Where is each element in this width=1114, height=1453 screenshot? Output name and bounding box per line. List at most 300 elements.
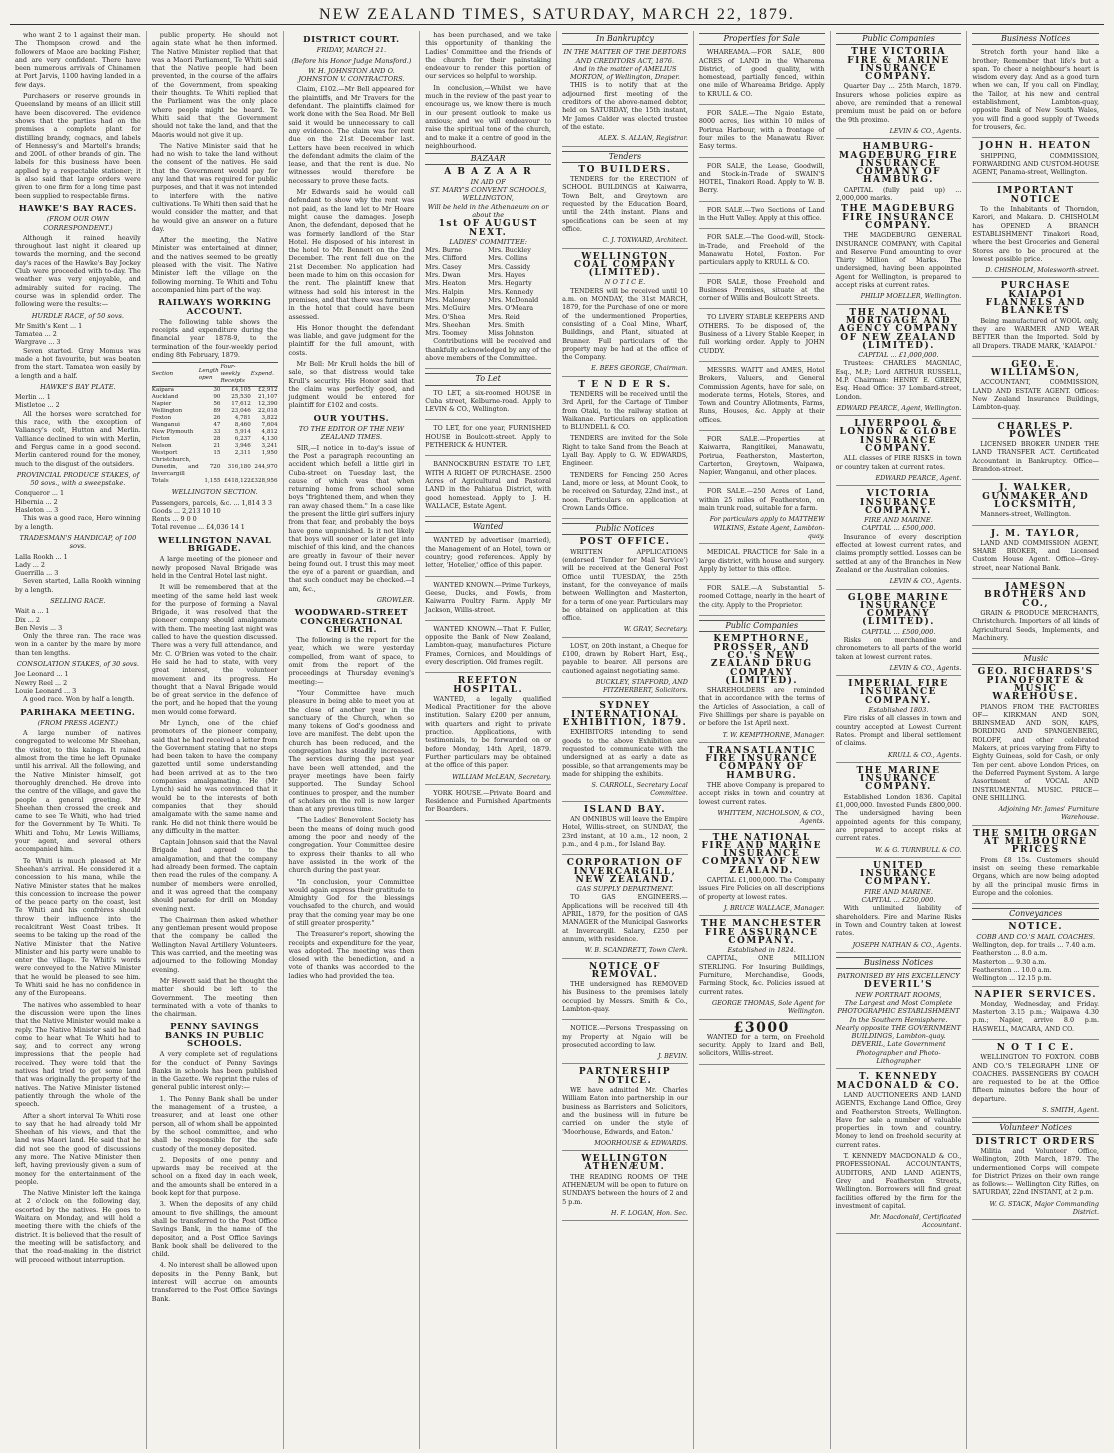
table-cell: £418,122 (224, 478, 251, 485)
article-paragraph: The Native Minister left the kainga at 2 o'clock on the following day, escorted by the natives. He goes to Waitara on Monday, and will hold a meeting there with the chiefs of the district. It is believed that the result of the meeting will be satisfactory, and that the road-making in the district will proceed without interruption. (15, 1189, 141, 1264)
table-cell: Napier (151, 401, 172, 408)
race-title: PROVINCIAL PRODUCE STAKES, of 50 sovs., with a sweepstake. (16, 470, 140, 488)
column-3 (284, 31, 421, 1449)
table-cell: Nelson (151, 443, 172, 450)
ad-title: HAMBURG-MAGDEBURG FIRE INSURANCE COMPANY OF HAMBURG. (838, 142, 958, 186)
article-paragraph: who want 2 to 1 against their man. The Thompson crowd and the followers of Maoe are backing Fisher, and are very confident. There have been numerous arrivals of Chinamen at Port Jarvis, 1100 having landed in a few days. (15, 31, 141, 89)
ad-subtitle: NEW PORTRAIT ROOMS, (855, 990, 942, 999)
ad-signature: KRULL & CO., Agents. (887, 750, 962, 759)
ad-body: LAND AND COMMISSION AGENT, SHARE BROKER, and Licensed Custom House Agent. Office—Grey-street, near National Bank. (972, 538, 1099, 572)
ad-subtitle: COBB AND CO.'S MAIL COACHES. (976, 932, 1095, 941)
list-item: Mrs. Reid (488, 312, 520, 321)
receipts-line: Rents ... 9 0 0 (151, 515, 197, 524)
table-cell: Auckland (151, 394, 179, 401)
ad-bazaar (425, 168, 551, 369)
ad-title: WELLINGTON ATHENÆUM. (581, 1154, 669, 1173)
race-result: Mistletoe ... 2 (15, 401, 60, 410)
list-item: Mrs. Collins (488, 254, 528, 263)
ad-tenders (562, 381, 688, 519)
ad-body: THE READING ROOMS OF THE ATHENÆUM will be open to future on SUNDAYS between the hours of 2 and 5 p.m. (562, 1172, 688, 1206)
table-row (152, 401, 278, 408)
list-item: Mrs. Kennedy (488, 287, 534, 296)
ad-cobb-coaches (972, 923, 1099, 986)
ad-subtitle: IN THE MATTER OF THE DEBTORS AND CREDITORS ACT, 1876. (563, 48, 687, 65)
ad-body: TO GAS ENGINEERS.—Applications will be received till 4th APRIL, 1879, for the position of GAS MANAGER of the Municipal Gasworks at Invercargill. Salary, £250 per annum, with residence. (562, 893, 688, 943)
timetable-row: Wellington, dep. for trails ... 7.40 a.m. (972, 941, 1096, 950)
ad-body: With unlimited liability of shareholders. Fire and Marine Risks in Town and Country taken at lowest rates. (835, 904, 962, 938)
ad-title: VICTORIA INSURANCE COMPANY. (859, 489, 937, 516)
section-bar-business-notices: Business Notices (836, 957, 962, 969)
ad-subtitle: PATRONISED BY HIS EXCELLENCY (837, 972, 960, 981)
ad-globe-marine (836, 594, 962, 677)
table-row (152, 436, 278, 443)
list-item: Mrs. O'Meara (488, 304, 534, 313)
ad-to-let (425, 389, 551, 421)
table-cell: 56 (213, 401, 221, 408)
ad-capital: CAPITAL ... £500,000. (861, 627, 936, 636)
ad-body: T. KENNEDY MACDONALD & CO., PROFESSIONAL ACCOUNTANTS, AUDITORS, AND LAND AGENTS, Grey and Featherston Streets, Wellington. Borrowers will find great facilities offered by the firm for the investment of capital. (835, 1152, 962, 1210)
list-item: Mrs. O'Shea (425, 312, 466, 321)
ad-island-bay (562, 806, 688, 855)
table-header: Length open (199, 363, 221, 387)
race-result: Mr Smith's Kent ... 1 (15, 321, 83, 330)
article-paragraph: Seven started, Lalla Rookh winning by a length. (15, 577, 141, 594)
ad-body: Militia and Volunteer Office, Wellington, 20th March, 1879. The undermentioned Corps will compete for District Prizes on their own range as follows:— Wellington City Rifles, on SATURDAY, 22nd INSTANT, at 2 p.m. (972, 1146, 1099, 1197)
ad-body: From £8 15s. Customers should insist on seeing these remarkable Organs, which are now being adopted by all the principal music firms in Europe and the colonies. (972, 855, 1099, 897)
section-bar-business-notices: Business Notices (972, 33, 1099, 45)
table-cell: Christchurch, Dunedin, and Invercargill (151, 457, 199, 478)
article-paragraph: has been purchased, and we take this opportunity of thanking the Ladies' Committee and the friends of the church for their painstaking endeavour to render this portion of our services so helpful to worship. (425, 31, 552, 81)
ad-capital: CAPITAL ... £500,000. (861, 524, 936, 533)
ad-findlay-tailor (972, 48, 1099, 138)
ad-title: J. M. TAYLOR, (990, 528, 1081, 539)
race-title: HAWKE'S BAY PLATE. (40, 382, 116, 391)
ad-property (699, 584, 825, 616)
list-item: Mrs. Hayes (488, 271, 526, 280)
race-result: Conqueror ... 1 (15, 489, 65, 498)
ad-title: KEMPTHORNE, PROSSER, AND CO.'S NEW ZEALAND DRUG COMPANY (LIMITED). (710, 634, 813, 686)
article-paragraph: A large number of natives congregated to welcome Mr Sheehan, the visitor, to this kainga. It rained almost from the time he left Opunake until his arrival. All the following, and the Native Minister himself, got thoroughly drenched. He drove into the centre of the village, and gave the people a general greeting. Mr Sheehan then crossed the creek and came to see Te Whiti, who had tried for the Government by Te Whiti. Te Whiti and Tohu, Mr Lewis Williams, your agent, and several others accompanied him. (15, 729, 141, 854)
ad-lost (562, 642, 688, 699)
table-cell: 316,180 (227, 464, 251, 471)
race-result: Hasleton ... 3 (15, 506, 59, 515)
ad-title: NOTICE. (1008, 922, 1063, 933)
ad-title: THE SMITH ORGAN AT MELBOURNE PRICES (973, 828, 1099, 856)
list-item: Mrs. Hegarty (488, 279, 532, 288)
list-item: Miss Johnston (488, 329, 534, 338)
ad-subtitle: GAS SUPPLY DEPARTMENT. (576, 885, 674, 894)
table-cell: 4,781 (234, 415, 251, 422)
section-bar-bankruptcy: In Bankruptcy (562, 33, 688, 45)
ad-body: LICENSED BROKER UNDER THE LAND TRANSFER ACT. Certificated Accountant in Bankruptcy. Office—Brandon-street. (972, 440, 1099, 474)
ad-kaiapoi (972, 282, 1099, 356)
article-paragraph: 1. The Penny Bank shall be under the management of a trustee, a treasurer, and at least one other person, all of whom shall be appointed by the school committee, and who shall be responsible for the safe custody of the money deposited. (151, 1094, 278, 1153)
ad-property (699, 435, 825, 483)
article-paragraph: "The Ladies' Benevolent Society has been the means of doing much good among the poor and needy of the congregation. Your Committee desire to express their thanks to all who have assisted in the work of the church during the past year. (288, 816, 415, 875)
article-paragraph: In conclusion,—Whilst we have much in the review of the past year to encourage us, we know there is much in our present outlook to make us anxious; and we will endeavour to raise the spiritual tone of the church, and to make it a centre of good in the neighbourhood. (425, 83, 552, 150)
article-paragraph: His Honor thought the defendant was liable, and gave judgment for the plaintiff for the full amount, with costs. (288, 323, 415, 357)
article-paragraph: Only the three ran. The race was won in a canter by the mare by more than ten lengths. (15, 632, 141, 657)
list-item: Mrs. Heaton (425, 279, 466, 288)
list-item: Mrs. Burne (425, 246, 463, 255)
section-bar-public-notices: Public Notices (562, 523, 688, 535)
table-header-row (152, 363, 278, 387)
ad-capital: CAPITAL ... £1,000,000. (858, 351, 939, 360)
table-cell: 21 (213, 443, 221, 450)
ad-body: Manners-street, Wellington. (980, 510, 1072, 519)
article-paragraph: All the horses were scratched for this race, with the exception of Valiancy's colt, Hutton and Merlin. Valliance declined to win with Merlin, and Fergus came in a good second. Merlin cantered round for the money, much to the disgust of the outsiders. (15, 409, 141, 468)
article-paragraph: It will be remembered that at the meeting of the same held last week for the purpose of forming a Naval Brigade, it was resolved that the pioneer company should amalgamate with them. The meeting last night was called to have the question discussed. There was a very full attendance, and Mr. C. O'Brien was voted to the chair. He said he had to state, with very great interest, the volunteer movement and its progress. He thought that a Naval Brigade would be of great service in the defence of the port, and he hoped that the young men would come forward. (151, 583, 278, 716)
table-header: Four-weekly Receipts (220, 363, 250, 387)
headline-penny-savings-banks: PENNY SAVINGS BANKS IN PUBLIC SCHOOLS. (164, 1022, 265, 1049)
ad-removal (562, 963, 688, 1021)
table-cell: £4,105 (231, 387, 251, 394)
section-bar-public-companies: Public Companies (836, 33, 962, 45)
ad-title: WELLINGTON COAL COMPANY (LIMITED). (573, 251, 677, 279)
ad-body: FOR SALE.—A Substantial 5-roomed Cottage, nearly in the heart of the city. Apply to the Proprietor. (698, 584, 825, 609)
race-result: Dix ... 2 (15, 615, 40, 624)
list-item: Mrs. Casey (425, 262, 462, 271)
table-cell: 28 (213, 436, 221, 443)
ad-trespass (562, 1024, 688, 1064)
table-cell: 1,950 (261, 450, 278, 457)
ad-sydney-exhibition (562, 702, 688, 801)
ad-richards-pianos (972, 668, 1099, 825)
article-paragraph: The Native Minister said that he had no wish to take the land without the consent of the natives. He said that the Government would pay for any land that was required for public purposes, and that it was not intended to interfere with the native cultivations. Te Whiti then said that he would consider the matter, and that he would give an answer on a future day. (151, 141, 278, 233)
table-row (152, 457, 278, 478)
ad-york-house (425, 789, 551, 821)
ad-title: POST OFFICE. (579, 537, 671, 548)
table-cell: £328,956 (250, 478, 278, 485)
column-6 (694, 31, 831, 1449)
ad-signature: DEVERIL, Late Government Photographer and Photo-Lithographer (851, 1040, 946, 1066)
ad-signature: D. CHISHOLM, Molesworth-street. (985, 266, 1099, 275)
ad-body: Fire risks of all classes in town and country accepted at Lowest Current Rates. Prompt and liberal settlement of claims. (835, 714, 962, 748)
masthead (10, 4, 1104, 25)
receipts-line: Total revenue ... £4,036 14 1 (151, 523, 245, 532)
ad-to-builders (562, 166, 688, 249)
ad-bannockburn (425, 460, 551, 517)
ad-title: NAPIER SERVICES. (974, 989, 1098, 1000)
article-paragraph: Purchasers or reserve grounds in Queensland by means of an illicit still have been discovered. The evidence shows that the parties had on the premises a complete plant for distilling brandy, cognacs, and labels of Hennessy's and Martell's brands; and 200L of other brands of gin. The labels for this business have been applied by a respectable stationer; it is also said that large orders were given to one firm for a long time past been supplied to respectable firms. (15, 92, 141, 200)
ad-title: THE NATIONAL FIRE AND MARINE INSURANCE COMPANY OF NEW ZEALAND. (701, 832, 822, 876)
ad-invercargill (562, 859, 688, 958)
ad-body: MEDICAL PRACTICE for Sale in a large district, with house and surgery. Apply by letter to this office. (698, 548, 825, 573)
table-cell: 7,604 (261, 422, 278, 429)
race-result: Joe Leonard ... 1 (15, 670, 69, 679)
ad-signature: W. G. STACK, Major Commanding District. (989, 1199, 1099, 1217)
ad-title: CORPORATION OF INVERCARGILL, NEW ZEALAND. (566, 858, 684, 885)
ad-property (699, 233, 825, 273)
ad-body: GRAIN & PRODUCE MERCHANTS, Christchurch. Importers of all kinds of Agricultural Seeds, Implements, and Machinery. (972, 608, 1099, 642)
table-cell: 90 (213, 394, 221, 401)
article-paragraph: Claim, £102.—Mr Bell appeared for the plaintiffs, and Mr Travers for the defendant. The plaintiffs claimed for work done with the Sea Road. Mr Bell said it would be unnecessary to call any evidence. The claim was for rent due on the 21st December last. Letters have been received in which the defendant admits the claim of the lease, and that the rent is due. No witnesses would therefore be necessary to prove these facts. (288, 85, 415, 185)
race-result: Hibernia ... 2 (15, 497, 58, 506)
article-paragraph: "In conclusion, your Committee would again express their gratitude to Almighty God for the blessings vouchsafed to the church, and would pray that the coming year may be one of still greater prosperity." (288, 877, 415, 927)
article-paragraph: Te Whiti is much pleased at Mr Sheehan's arrival. He considered it a concession to his mana, while the Native Minister states that he makes this concession to increase the power of the peace party on the coast, lest Te Whiti and his confrères should throw their influence into the recalcitrant West Coast tribes. It seems to be taking up the road of the Native Minister that the Native Minister and his party were unable to enter the village. Te Whiti's words were conveyed to the Native Minister that he would be pleased to see him. Te Whiti said he has no confidence in any of the Europeans. (15, 856, 141, 998)
race-result: Ben Nevis ... 3 (15, 623, 63, 632)
headline-district-court: DISTRICT COURT. (303, 35, 400, 45)
ad-signature: C. J. TOXWARD, Architect. (602, 236, 688, 245)
list-item: Mrs. Clifford (425, 254, 467, 263)
case-title: W. H. JOHNSTON AND O. JOHNSTON V. CONTRACTORS. (298, 66, 405, 84)
table-cell: 5,914 (234, 429, 251, 436)
table-header: Expend. (251, 363, 278, 387)
section-bar-volunteer-notices: Volunteer Notices (972, 1122, 1099, 1134)
ad-subtitle: The Largest and Most Complete PHOTOGRAPHIC ESTABLISHMENT In the Southern Hemisphere. (837, 998, 960, 1024)
ad-body: WANTED for a term, on Freehold security. Apply to Izard and Bell, solicitors, Willis-street. (698, 1032, 825, 1058)
ad-body: LAND AUCTIONEERS AND LAND AGENTS, Exchange Land Office, Grey and Featherston Streets, Wellington. Have for sale a number of valuable properties in town and country. Money to lend on freehold security at current rates. (835, 1090, 962, 1149)
ad-body: WANTED by advertiser (married), the Management of an Hotel, town or country; good references. Apply by letter, 'Hotelier,' office of this paper. (425, 536, 552, 570)
ad-body: Contributions will be received and thankfully acknowledged by any of the above members of the Committee. (425, 337, 552, 362)
article-paragraph: The Chairman then asked whether any gentleman present would propose that the company be called the Wellington Naval Artillery Volunteers. This was carried, and the meeting was adjourned to the following Monday evening. (151, 915, 278, 974)
byline: (FROM PRESS AGENT.) (37, 718, 119, 727)
ad-coal-company (562, 253, 688, 377)
article-paragraph: A large meeting of the pioneer and newly proposed Naval Brigade was held in the Central Hotel last night. (151, 555, 278, 580)
section-bar-to-let: To Let (425, 373, 551, 385)
table-row (152, 408, 278, 415)
race-result: Wait a ... 1 (15, 607, 50, 616)
ad-signature: JOSEPH NATHAN & CO., Agents. (852, 940, 962, 949)
table-cell: Westport (151, 450, 178, 457)
ad-title: THE MANCHESTER FIRE ASSURANCE COMPANY. (700, 919, 823, 946)
article-paragraph: After a short interval Te Whiti rose to say that he had already told Mr Sheehan of his views, and that the land was Maori land. He said that he did not see the good of discussions any more. The Native Minister then left, having previously given a sum of money for the entertainment of the people. (15, 1111, 141, 1186)
ad-title: T E N D E R S. (578, 379, 672, 390)
article-paragraph: After the meeting, the Native Minister was entertained at dinner, and the natives seemed to be greatly pleased with the visit. The Native Minister left the village on the following morning. Te Whiti and Tohu accompanied him part of the way. (151, 236, 278, 294)
ad-property (699, 548, 825, 580)
ad-body: TENDERS will be received until the 3rd April, for the Cartage of Timber from Otaki, to the railway station at Waikanae. Particulars on application to BLUNDELL & CO. (562, 389, 688, 432)
ad-title: SYDNEY INTERNATIONAL EXHIBITION, 1879. (562, 701, 688, 729)
ad-livery-stables (699, 313, 825, 361)
ad-title: UNITED INSURANCE COMPANY. (859, 860, 937, 888)
section-bar-properties: Properties for Sale (699, 33, 825, 45)
ad-body: ALL classes of FIRE RISKS in town or country taken at current rates. (835, 454, 962, 471)
ad-signature: BUCKLEY, STAFFORD, AND FITZHERBERT, Solicitors. (595, 677, 688, 695)
receipts-line: Goods ... 2,213 10 10 (151, 506, 221, 515)
ad-body: TENDERS are invited for the Sole Right to take Sand from the Beach at Lyall Bay. Apply to G. W. EDWARDS, Engineer. (562, 434, 688, 468)
ad-signature: EDWARD PEARCE, Agent. (875, 473, 962, 482)
ad-title: IMPERIAL FIRE INSURANCE COMPANY. (848, 679, 949, 706)
ad-title: THE NATIONAL MORTGAGE AND AGENCY COMPANY OF NEW ZEALAND (LIMITED). (838, 307, 959, 351)
section-bar-public-companies: Public Companies (699, 620, 825, 632)
byline: (Before his Honor Judge Mansford.) (291, 56, 412, 65)
ad-property (699, 109, 825, 157)
headline-our-youths: OUR YOUTHS. (313, 413, 390, 424)
ad-body: Stretch forth your hand like a brother; Remember that life's but a span. To cheer a neighbour's heart is wisdom every day. And as a good turn when we can, If you call on Findlay, the Tailor, at his new and central establishment, Lambton-quay, opposite Bank of New South Wales, you will find a good supply of Tweeds for trousers, &c. (972, 48, 1099, 131)
table-cell: 6,237 (234, 436, 251, 443)
table-header: Section (152, 363, 199, 387)
ad-signature: WHITTEM, NICHOLSON, & CO., Agents. (717, 808, 825, 826)
ad-body: FOR SALE.—Properties at Kaiwarra, Rangitikei, Manawatu, Porirua, Featherston, Masterton, Carterton, Greytown, Waipawa, Napier, Wanganui, and other places. (698, 434, 825, 477)
article-paragraph: This was a good race, Hero winning by a length. (15, 514, 141, 531)
ad-body: CAPITAL £1,000,000. The Company issues Fire Policies on all descriptions of property at lowest rates. (698, 876, 825, 901)
ad-heaton (972, 142, 1099, 183)
ad-signature: LEVIN & CO., Agents. (889, 577, 962, 586)
ad-body: WRITTEN APPLICATIONS (endorsed 'Tender for Mail Service') will be received at the General Post Office until TUESDAY, the 25th instant, for the conveyance of mails between Wellington and Masterton, for a term of one year. Particulars may be obtained on application at this office. (562, 547, 688, 623)
ad-deveril-photographer (836, 972, 962, 1069)
race-result: Lady ... 2 (15, 560, 45, 569)
byline: (FROM OUR OWN CORRESPONDENT.) (43, 215, 113, 232)
ad-body: ACCOUNTANT, COMMISSION, LAND AND ESTATE AGENT. Offices: New Zealand Insurance Buildings, Lambton-quay. (972, 378, 1099, 412)
ad-body: TENDERS will be received until 10 a.m. on MONDAY, the 31st MARCH, 1879, for the Purchase of one or more of the undermentioned Properties, consisting of a Coal Mine, Wharf, Buildings, and Plant, situated at Brunner. Full particulars of the property may be had at the office of the Company. (562, 286, 688, 362)
table-cell: Totals (151, 478, 169, 485)
railways-table (152, 362, 278, 485)
table-cell: 4,812 (261, 429, 278, 436)
ad-property (699, 487, 825, 544)
ad-body: YORK HOUSE.—Private Board and Residence and Furnished Apartments for Boarders. (425, 788, 552, 814)
ad-post-office (562, 538, 688, 637)
ad-title: IMPORTANT NOTICE (996, 186, 1075, 205)
column-5 (557, 31, 694, 1449)
ad-title: THE VICTORIA FIRE & MARINE INSURANCE COMPANY. (847, 47, 950, 83)
table-cell: 1,155 (204, 478, 221, 485)
committee-title: LADIES' COMMITTEE: (449, 237, 527, 246)
race-result: Merlin ... 1 (15, 393, 51, 402)
ad-title: A B A Z A A R (444, 167, 533, 178)
ad-partnership (562, 1068, 688, 1151)
article-paragraph: "Your Committee have much pleasure in being able to meet you at the close of another year in the sanctuary of the Church, when so many tokens of God's goodness and love are manifest. The debt upon the church has been reduced, and the congregation has steadily increased. The services during the past year have been well attended, and the prayer meetings have been fairly supported. The Sunday School continues to prosper, and the number of scholars on the roll is now larger than at any previous time. (288, 688, 415, 814)
ad-capital: CAPITAL ... £250,000. (861, 896, 936, 905)
list-item: Mrs. Sheehan (425, 320, 471, 329)
ad-williamson (972, 361, 1099, 419)
ad-subtitle: FIRE AND MARINE. (864, 887, 933, 896)
ad-body: AN OMNIBUS will leave the Empire Hotel, Willis-street, on SUNDAY, the 23rd instant, at 10 a.m., 12 noon, 2 p.m., and 4 p.m., for Island Bay. (562, 815, 688, 848)
ad-body: Monday, Wednesday, and Friday. Masterton 3.15 p.m.; Waipawa 4.30 p.m.; Napier, arrive 8.0 p.m. HASWELL, MACARA, AND CO. (972, 999, 1099, 1033)
ad-title: J. WALKER, GUNMAKER AND LOCKSMITH, (982, 483, 1090, 510)
table-cell: 720 (209, 464, 221, 471)
ad-walker (972, 484, 1099, 525)
column-8 (967, 31, 1104, 1449)
ad-title: PARTNERSHIP NOTICE. (578, 1067, 672, 1086)
article-paragraph: SIR,—I notice in to-day's issue of the Post a paragraph recounting an accident which befell a little girl in Cuba-street on Tuesday last, the cause of which was that when returning home from school some boys "frightened them, and when they ran away chased them." In a case like the present the little girl suffers injury from that fear, and probably the boys have gone unpunished. Is it not likely that boys will sooner or later get into mischief of this kind, and the chances are greatly in favour of their never being found out. I trust this may meet the eye of a parent or guardian, and that such conduct may be checked.—I am, &c., (288, 443, 415, 593)
ad-transatlantic (699, 747, 825, 830)
ad-signature: W. B. SCANDRETT, Town Clerk. (584, 946, 688, 955)
ad-body: WANTED, a legally qualified Medical Practitioner for the above institution. Salary £200 per annum, with quarters and right to private practice. Applications, with testimonials, to be forwarded on or before Monday, 14th April, 1879. Further particulars may be obtained at the office of this paper. (425, 694, 552, 770)
ad-bankruptcy (562, 48, 688, 146)
ad-title: N O T I C E. (996, 1042, 1075, 1053)
ad-title: CHARLES P. POWLES (997, 421, 1074, 440)
ad-title: TO BUILDERS. (578, 164, 672, 175)
article-paragraph: 3. When the deposits of any child amount to five shillings, the amount shall be transferred to the Post Office Savings Bank, in the name of the depositor, and a Post Office Savings Bank book shall be delivered to the child. (151, 1200, 278, 1259)
table-cell: Picton (151, 436, 170, 443)
ad-body: FOR SALE.—Two Sections of Land in the Hutt Valley. Apply at this office. (698, 205, 825, 223)
ad-signature: For particulars apply to MATTHEW WILKINS, Estate Agent, Lambton-quay. (709, 515, 825, 540)
ad-body: LOST, on 20th instant, a Cheque for £100, drawn by Robert Hart, Esq., payable to bearer. All persons are cautioned against negotiating same. (562, 641, 688, 675)
ad-foxton-coaches (972, 1044, 1099, 1118)
ad-united-insurance (836, 862, 962, 953)
list-item: Mrs. Buckley (488, 246, 531, 255)
section-bar-tenders: Tenders (562, 151, 688, 163)
list-item: Mrs. Cassidy (488, 262, 531, 271)
list-item: Mrs. Toomey (425, 329, 468, 338)
article-paragraph: Although it rained heavily throughout last night it cleared up towards the morning, and the second day's races of the Hawke's Bay Jockey Club were proceeded with to-day. The weather was very enjoyable, and admirably suited for racing. The course was in splendid order. The following were the results:— (15, 233, 141, 309)
ad-subtitle: IN AID OF (470, 177, 506, 186)
table-cell: 3,946 (234, 443, 251, 450)
article-paragraph: public property. He should not again state what he then informed. The Native Minister replied that that was a Maori Parliament, Te Whiti said that the Native people had been prevented, in the course of the affairs of the Government, from speaking their thoughts. Te Whiti replied that the Parliament was the only place where people might be heard. Te Whiti said that the Government should not take the land, and that the Maoris would not give it up. (151, 31, 278, 139)
ad-liverpool-london-globe (836, 420, 962, 486)
article-paragraph: The natives who assembled to hear the discussion were upon the lines that the Native Minister would make a reply. The Native Minister said he had come to hear what Te Whiti had to say, and to correct any wrong impressions that the people had received. They were told that the natives had tried to get some land that was originally the property of the natives. The Native Minister listened patiently through the whole of the speech. (15, 1000, 141, 1109)
ad-title: T. KENNEDY MACDONALD & CO. (836, 1072, 961, 1091)
timetable-row: Wellington ... 12.15 p.m. (972, 974, 1052, 983)
article-paragraph: A very complete set of regulations for the conduct of Penny Savings Banks in schools has been published in the Gazette. We reprint the rules of general public interest only:— (151, 1050, 278, 1092)
ad-hotel-brokers (699, 366, 825, 431)
ad-property (699, 162, 825, 202)
table-cell: 22,018 (257, 408, 278, 415)
ad-title: THE MARINE INSURANCE COMPANY. (856, 765, 941, 793)
table-cell: Wellington (151, 408, 183, 415)
table-total-row (152, 478, 278, 485)
ad-district-orders (972, 1138, 1099, 1221)
table-cell: 23,046 (231, 408, 251, 415)
ad-signature: W. GRAY, Secretary. (623, 625, 688, 634)
ad-title: JAMESON BROTHERS AND CO., (984, 582, 1088, 609)
table-cell: Foxton (151, 415, 172, 422)
race-result: Guerrilla ... 3 (15, 569, 59, 578)
column-4 (420, 31, 557, 1449)
ad-body: FOR SALE.—The Good-will, Stock-in-Trade, and Freehold of the Manawatu Hotel, Foxton. For particulars apply to KRULL & CO. (698, 233, 825, 267)
ad-subtitle: FIRE AND MARINE. (864, 516, 933, 525)
table-row (152, 394, 278, 401)
ad-national-mortgage (836, 309, 962, 417)
ad-signature: PHILIP MOELLER, Wellington. (860, 292, 962, 301)
article-paragraph: Seven started. Gray Momus was made a hot favourite, but was beaten from the start. Tamatea won easily by a length and a half. (15, 346, 141, 380)
ad-subtitle: And in the matter of AMELIUS MORTON, of Wellington, Draper. (570, 64, 680, 82)
race-result: Louie Leonard ... 3 (15, 686, 77, 695)
table-cell: 3,822 (261, 415, 278, 422)
ad-title: NOTICE OF REMOVAL. (589, 961, 661, 980)
ad-body: THE above Company is prepared to accept risks in town and country at lowest current rates. (698, 781, 825, 806)
ad-signature: EDWARD PEARCE, Agent, Wellington. (836, 403, 962, 412)
ad-powles (972, 423, 1099, 481)
ad-signature: GEORGE THOMAS, Sole Agent for Wellington. (711, 998, 825, 1016)
ad-subtitle: Established 1803. (868, 706, 929, 715)
ad-subtitle: ST. MARY'S CONVENT SCHOOLS, WELLINGTON, (430, 186, 547, 203)
table-cell: 47 (213, 422, 221, 429)
ad-property (699, 206, 825, 230)
ad-victoria-insurance (836, 490, 962, 589)
ad-signature: MOORHOUSE & EDWARDS. (594, 1138, 688, 1147)
ad-title: REEFTON HOSPITAL. (453, 676, 524, 695)
table-cell: 21,107 (257, 394, 278, 401)
ad-signature: H. F. LOGAN, Hon. Sec. (610, 1208, 688, 1217)
headline-parihaka-meeting: PARIHAKA MEETING. (20, 707, 136, 718)
ad-smith-organ (972, 830, 1099, 904)
list-item: Mrs. McDonald (488, 295, 539, 304)
ad-manchester (699, 920, 825, 1019)
race-result: Lalla Rookh ... 1 (15, 552, 68, 561)
table-cell: Kaipara (151, 387, 174, 394)
section-bar-bazaar: BAZAAR (425, 153, 551, 165)
table-cell: Wanganui (151, 422, 180, 429)
ad-body: PIANOS FROM THE FACTORIES OF— KIRKMAN AND SON, BRINSMEAD AND SON, KAPS, BORDING AND SPANGENBERG, ROLOFF, and other celebrated Makers, at prices varying from Fifty to Eighty Guineas, sold for Cash, or only Ten per cent. above London Prices, on the Deferred Payment System. A large Assortment of VOCAL AND INSTRUMENTAL MUSIC. PRICE—ONE SHILLING. (972, 702, 1099, 802)
dateline: FRIDAY, MARCH 21. (316, 46, 387, 55)
article-paragraph: Mr Hewett said that he thought the matter should be left to the Government. The meeting then terminated with a vote of thanks to the chairman. (151, 976, 278, 1019)
ad-body: CAPITAL (fully paid up) ... 2,000,000 marks. (835, 185, 962, 203)
table-cell: 89 (213, 408, 221, 415)
ad-body: THE MAGDEBURG GENERAL INSURANCE COMPANY, with Capital and Reserve Fund amounting to over Thirty Million of Marks. The undersigned, having been appointed Agent for Wellington, is prepared to accept risks at current rates. (835, 231, 962, 290)
ad-body: WANTED KNOWN.—That F. Fuller, opposite the Bank of New Zealand, Lambton-quay, manufactures Picture Frames, Cornices, and Mouldings of every description. Old frames regilt. (425, 624, 552, 666)
ad-body: Established London 1836. Capital £1,000,000. Invested Funds £800,000. The undersigned having been appointed agents for this company, are prepared to accept risks at current rates. (835, 792, 962, 843)
list-item: Mrs. Smith (488, 320, 525, 329)
ad-signature: T. W. KEMPTHORNE, Manager. (722, 730, 825, 739)
ad-title: GEO. E. WILLIAMSON, (990, 359, 1081, 379)
table-cell: 244,970 (254, 464, 278, 471)
ad-wanted (425, 581, 551, 621)
ad-body: Trustees: CHARLES MAGNIAC, Esq., M.P.; Lord ARTHUR RUSSELL, M.P. Chairman: HENRY E. GREEN, Esq. Head Office: 37 Lombard-street, London. (835, 359, 962, 401)
masthead-title: NEW ZEALAND TIMES, SATURDAY, MARCH 22, 1879. (319, 6, 795, 23)
race-title: CONSOLATION STAKES, of 30 sovs. (16, 660, 140, 669)
column-2 (147, 31, 284, 1449)
